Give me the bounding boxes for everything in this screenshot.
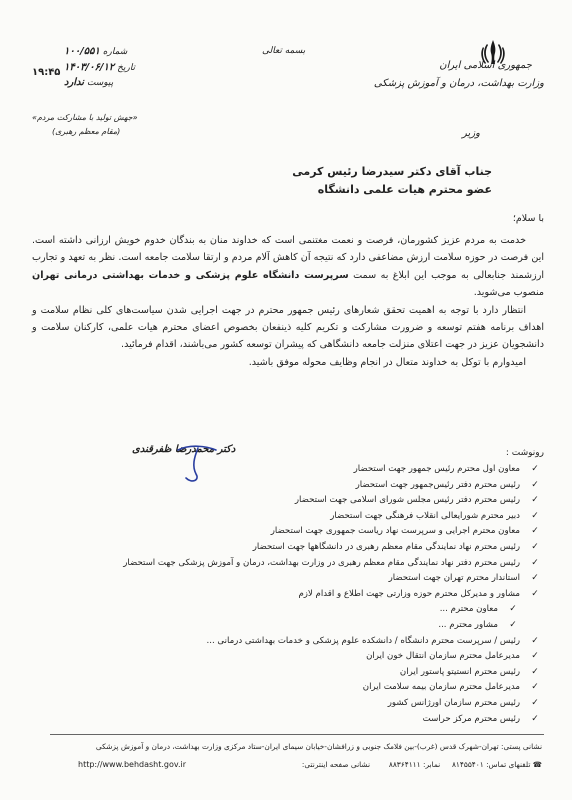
signatory-name: دکتر محمدرضا ظفرقندی: [132, 444, 236, 455]
cc-item: [32, 524, 542, 540]
phone-value: ۸۱۴۵۵۴۰۱: [451, 760, 484, 769]
cc-item-label: معاون اول محترم رئیس جمهور جهت استحضار: [353, 464, 520, 474]
cc-item: [32, 571, 542, 587]
phone-label: تلفنهای تماس:: [486, 760, 531, 769]
footer-address: نشانی پستی: تهران-شهرک قدس (غرب)-بین فلامک جنوبی و زرافشان-خیابان سیمای ایران-ستاد مرکزی وزارت بهداشت، درمان و آموزش پزشکی: [95, 742, 542, 751]
ministry-line-1: جمهوری اسلامی ایران: [439, 60, 532, 71]
cc-item-label: رئیس / سرپرست محترم دانشگاه / دانشکده علوم پزشکی و خدمات بهداشتی درمانی ...: [206, 635, 520, 646]
cc-item: [32, 680, 542, 696]
check-icon: ✓: [531, 526, 539, 537]
cc-item: [32, 478, 542, 494]
motto-source: (مقام معظم رهبری): [52, 127, 121, 136]
cc-list: [32, 462, 542, 727]
cc-item: [32, 509, 542, 525]
body-paragraph-2: انتظار دارد با توجه به اهمیت تحقق شعارهای رئیس جمهور محترم در جهت اجرایی شدن سیاست‌های کلی نظام سلامت و اهداف برنامه هفتم توسعه و ضرورت مشارکت و تکریم کلیه ذینفعان بخصوص اعضای محترم هیات علمی، کارکنان سلامت و دانشجویان عزیز در جهت اعتلای منزلت جامعه دانشگاهی که پیشران توسعه کشور می‌باشند، اقدام فرمائید.: [32, 304, 544, 351]
website-label: نشانی صفحه اینترنتی:: [301, 760, 371, 769]
cc-item-label: مدیرعامل محترم سازمان انتقال خون ایران: [366, 651, 520, 662]
fax-label: نمابر:: [422, 760, 441, 769]
cc-item-label: مدیرعامل محترم سازمان بیمه سلامت ایران: [362, 682, 520, 693]
cc-item: [32, 634, 542, 650]
cc-item-label: دبیر محترم شورایعالی انقلاب فرهنگی جهت استحضار: [330, 510, 520, 521]
date-label: تاریخ: [117, 63, 136, 73]
website-link[interactable]: http://www.behdasht.gov.ir: [78, 760, 187, 769]
cc-item-label: رئیس محترم سازمان اورژانس کشور: [387, 697, 520, 708]
attachment-label: پیوست: [86, 78, 114, 88]
cc-item-label: رئیس محترم مرکز حراست: [422, 713, 520, 724]
check-icon: ✓: [509, 604, 517, 615]
minister-title: وزیر: [462, 128, 480, 139]
appointment-position: سرپرست دانشگاه علوم پزشکی و خدمات بهداشتی درمانی تهران: [32, 269, 349, 281]
cc-item-label: رئیس محترم دفتر رئیس‌جمهور جهت استحضار: [355, 479, 520, 490]
letter-body: [32, 232, 544, 371]
cc-item: [32, 540, 542, 556]
check-icon: ✓: [531, 682, 539, 693]
bismillah: بسمه تعالی: [262, 46, 306, 56]
phone-icon: ☎: [532, 760, 542, 769]
cc-item-label: رئیس محترم انستیتو پاستور ایران: [399, 666, 520, 677]
cc-item-label: معاون محترم اجرایی و سرپرست نهاد ریاست جمهوری جهت استحضار: [270, 526, 520, 537]
body-paragraph-1: خدمت به مردم عزیز کشورمان، فرصت و نعمت مغتنمی است که خداوند منان به بندگان خدوم خویش ارزانی داشته است. این فرصت در حوزه سلامت ارزش مضاعفی دارد که نتیجه آن کاهش آلام مردم و ارتقا سلامت جامعه است. نظر به تعهد و تجارب ارزشمند جنابعالی به موجب این ابلاغ به سمت سرپرست دانشگاه علوم پزشکی و خدمات بهداشتی درمانی تهران منصوب می‌شوید.: [32, 235, 544, 299]
cc-item-label: معاون محترم ...: [439, 604, 498, 615]
body-paragraph-3: امیدوارم با توکل به خداوند متعال در انجام وظایف محوله موفق باشید.: [248, 356, 526, 368]
recipient-title: عضو محترم هیات علمی دانشگاه: [317, 183, 492, 196]
motto: «جهش تولید با مشارکت مردم»: [32, 113, 138, 122]
footer-contact: [302, 760, 542, 769]
cc-item: [32, 712, 542, 728]
number-label: شماره: [102, 47, 128, 57]
cc-item-label: مشاور محترم ...: [438, 619, 498, 630]
check-icon: ✓: [531, 713, 539, 724]
check-icon: ✓: [531, 573, 539, 584]
letter-attachment: [64, 77, 113, 88]
check-icon: ✓: [531, 651, 539, 662]
fax-value: ۸۸۳۶۴۱۱۱: [388, 760, 421, 769]
cc-item: [32, 602, 520, 618]
check-icon: ✓: [531, 541, 539, 552]
cc-item-label: مشاور و مدیرکل محترم حوزه وزارتی جهت اطلاع و اقدام لازم: [298, 588, 520, 599]
cc-item: [32, 665, 542, 681]
check-icon: ✓: [531, 697, 539, 708]
letter-number: [64, 46, 127, 57]
check-icon: ✓: [531, 479, 539, 490]
cc-item: [32, 493, 542, 509]
cc-title: رونوشت :: [505, 448, 544, 458]
check-icon: ✓: [509, 619, 517, 630]
letter-date: [64, 62, 135, 73]
check-icon: ✓: [531, 666, 539, 677]
cc-item: [32, 618, 520, 634]
check-icon: ✓: [531, 495, 539, 506]
check-icon: ✓: [531, 588, 539, 599]
cc-item: [32, 587, 542, 603]
footer-divider: [50, 734, 544, 735]
recipient-name: جناب آقای دکتر سیدرضا رئیس کرمی: [292, 165, 492, 178]
ministry-line-2: وزارت بهداشت، درمان و آموزش پزشکی: [373, 78, 544, 89]
attachment-value: ندارد: [64, 77, 85, 88]
greeting: با سلام؛: [512, 213, 544, 224]
cc-item: [32, 462, 542, 478]
cc-item: [32, 649, 542, 665]
cc-item: [32, 556, 542, 572]
letter-time: ۱۹:۴۵: [32, 67, 61, 78]
cc-item-label: استاندار محترم تهران جهت استحضار: [388, 573, 520, 584]
cc-item: [32, 696, 542, 712]
cc-item-label: رئیس محترم نهاد نمایندگی مقام معظم رهبری در دانشگاهها جهت استحضار: [252, 541, 520, 552]
check-icon: ✓: [531, 510, 539, 521]
check-icon: ✓: [531, 557, 539, 568]
date-value: ۱۴۰۳/۰۶/۱۲: [64, 62, 115, 73]
number-value: ۱۰۰/۵۵۱: [64, 46, 100, 57]
check-icon: ✓: [531, 635, 539, 646]
cc-item-label: رئیس محترم دفتر رئیس مجلس شورای اسلامی جهت استحضار: [294, 495, 520, 506]
check-icon: ✓: [531, 464, 539, 474]
cc-item-label: رئیس محترم دفتر نهاد نمایندگی مقام معظم رهبری در وزارت بهداشت، درمان و آموزش پزشکی جهت استحضار: [123, 557, 520, 568]
